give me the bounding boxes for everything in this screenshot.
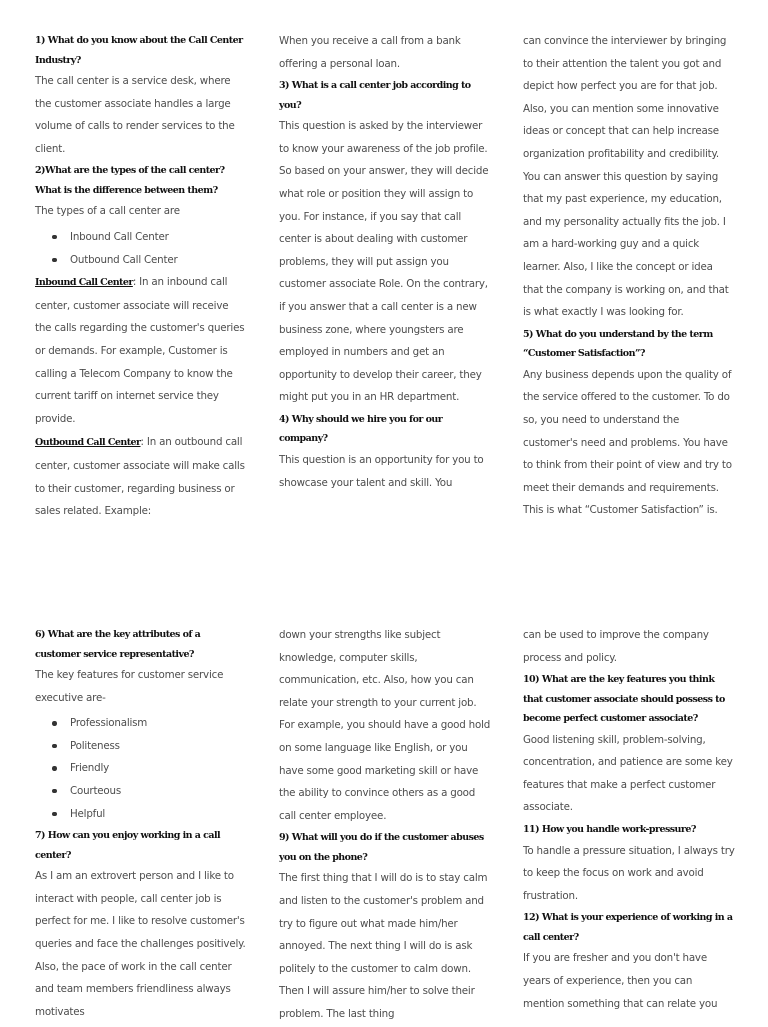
page1-column-1 bbox=[35, 30, 247, 524]
continued-text: When you receive a call from a bank offering a personal loan. bbox=[279, 35, 461, 70]
list-item: Friendly bbox=[35, 757, 247, 780]
question-3-answer: This question is asked by the interviewer to know your awareness of the job profile. So based on your answer, they will decide what role or position they will assign to you. For instance, if you say that call center is about dealing with customer problems, they will put assign you customer associate Role. On the contrary, if you answer that a call center is a new business zone, where youngsters are employed in numbers and get an opportunity to develop their career, they might put you in an HR department. bbox=[279, 120, 489, 404]
question-4-answer: This question is an opportunity for you to showcase your talent and skill. You bbox=[279, 453, 484, 489]
question-5-heading: 5) What do you understand by the term “Customer Satisfaction”? bbox=[523, 328, 713, 360]
outbound-paragraph bbox=[35, 431, 247, 522]
question-6-intro: The key features for customer service executive are- bbox=[35, 669, 224, 704]
continued-text: can convince the interviewer by bringing to their attention the talent you got and depict how perfect you are for that job. Also, you can mention some innovative ideas or concept that can help increase organization profitability and credibility. You can answer this question by saying that my past experience, my education, and my personality actually fits the job. I am a hard-working guy and a quick learner. Also, I like the concept or idea that the company is working on, and that is what exactly I was looking for. bbox=[523, 35, 729, 319]
inbound-term: Inbound Call Center bbox=[35, 277, 133, 289]
question-11-answer: To handle a pressure situation, I always try to keep the focus on work and avoid frustration. bbox=[523, 844, 735, 902]
continued-text: down your strengths like subject knowledge, computer skills, communication, etc. Also, how you can relate your strength to your current job. For example, you should have a good hold on some language like English, or you have some good marketing skill or have the ability to convince others as a good call center employee. bbox=[279, 629, 491, 822]
question-6-heading: 6) What are the key attributes of a customer service representative? bbox=[35, 629, 201, 660]
question-5-answer: Any business depends upon the quality of the service offered to the customer. To do so, you need to understand the customer's need and problems. You have to think from their point of view and try to meet their demands and requirements. This is what “Customer Satisfaction” is. bbox=[523, 368, 732, 517]
page2-column-1 bbox=[35, 624, 247, 1024]
question-2-intro: The types of a call center are bbox=[35, 205, 180, 218]
question-10-heading: 10) What are the key features you think that customer associate should possess to become perfect customer associate? bbox=[523, 674, 725, 725]
page2-column-3 bbox=[523, 624, 735, 1016]
list-item: Inbound Call Center bbox=[35, 226, 247, 249]
question-7-heading: 7) How can you enjoy working in a call center? bbox=[35, 830, 221, 861]
question-9-answer: The first thing that I will do is to stay calm and listen to the customer's problem and try to figure out what made him/her annoyed. The next thing I will do is ask politely to the customer to calm down. Then I will assure him/her to solve their problem. The last thing bbox=[279, 872, 488, 1020]
question-7-answer: As I am an extrovert person and I like to interact with people, call center job is perfect for me. I like to resolve customer's queries and face the challenges positively. Also, the pace of work in the call center and team members friendliness always motivates bbox=[35, 870, 246, 1018]
list-item: Professionalism bbox=[35, 712, 247, 735]
question-11-heading: 11) How you handle work-pressure? bbox=[523, 824, 696, 836]
inbound-description: : In an inbound call center, customer associate will receive the calls regarding the customer's queries or demands. For example, Customer is calling a Telecom Company to know the current tariff on internet service they provide. bbox=[35, 276, 245, 425]
question-3-heading: 3) What is a call center job according to you? bbox=[279, 80, 471, 111]
call-center-types-list bbox=[35, 226, 247, 271]
list-item: Outbound Call Center bbox=[35, 249, 247, 272]
question-1-answer: The call center is a service desk, where the customer associate handles a large volume of calls to render services to the client. bbox=[35, 75, 235, 155]
attributes-list bbox=[35, 712, 247, 825]
page2-column-2 bbox=[279, 624, 491, 1027]
page1-column-2 bbox=[279, 30, 491, 495]
question-12-answer: If you are fresher and you don't have years of experience, then you can mention something that can relate you bbox=[523, 952, 718, 1010]
continued-text: can be used to improve the company process and policy. bbox=[523, 629, 709, 664]
page1-column-3 bbox=[523, 30, 735, 523]
question-10-answer: Good listening skill, problem-solving, concentration, and patience are some key features that make a perfect customer associate. bbox=[523, 733, 733, 814]
outbound-description: : In an outbound call center, customer associate will make calls to their customer, regarding business or sales related. Example: bbox=[35, 436, 245, 518]
inbound-paragraph bbox=[35, 271, 247, 430]
question-2-heading: 2)What are the types of the call center? What is the difference between them? bbox=[35, 165, 225, 196]
question-4-heading: 4) Why should we hire you for our company? bbox=[279, 413, 443, 445]
question-12-heading: 12) What is your experience of working in a call center? bbox=[523, 912, 733, 943]
list-item: Politeness bbox=[35, 735, 247, 758]
question-9-heading: 9) What will you do if the customer abuses you on the phone? bbox=[279, 832, 484, 863]
list-item: Courteous bbox=[35, 780, 247, 803]
question-1-heading: 1) What do you know about the Call Center Industry? bbox=[35, 35, 243, 66]
list-item: Helpful bbox=[35, 803, 247, 826]
outbound-term: Outbound Call Center bbox=[35, 437, 141, 449]
